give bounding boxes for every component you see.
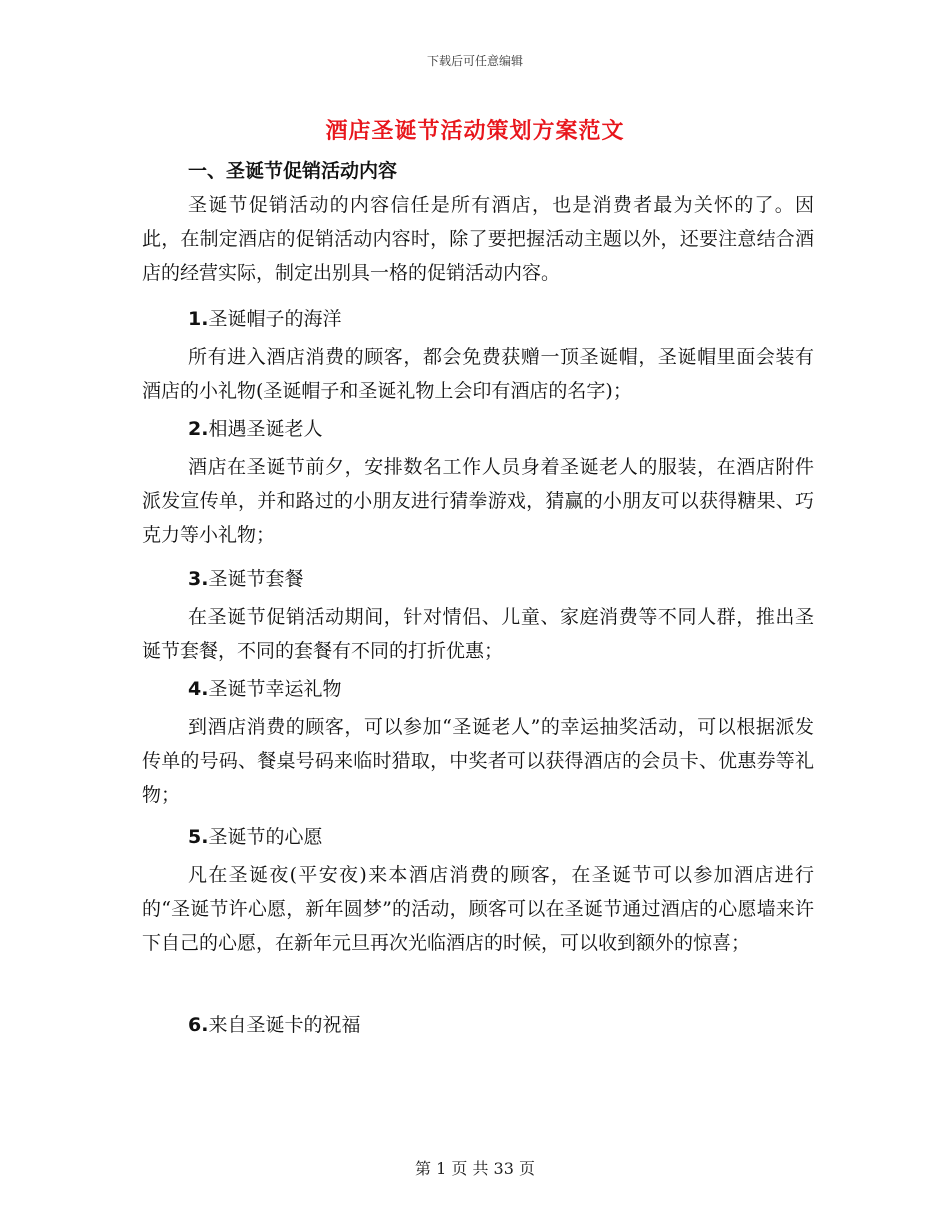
item-number: 6.	[188, 1014, 209, 1036]
item-body-2: 酒店在圣诞节前夕，安排数名工作人员身着圣诞老人的服装，在酒店附件派发宣传单，并和路过的小朋友进行猜拳游戏，猜赢的小朋友可以获得糖果、巧克力等小礼物；	[142, 456, 814, 546]
item-heading-5	[188, 822, 322, 849]
item-number: 5.	[188, 826, 209, 848]
intro-paragraph: 圣诞节促销活动的内容信任是所有酒店，也是消费者最为关怀的了。因此，在制定酒店的促销活动内容时，除了要把握活动主题以外，还要注意结合酒店的经营实际，制定出别具一格的促销活动内容。	[142, 194, 814, 284]
item-title: 圣诞节的心愿	[208, 826, 323, 848]
document-title: 酒店圣诞节活动策划方案范文	[325, 118, 625, 144]
item-heading-2	[188, 414, 322, 441]
item-body-4: 到酒店消费的顾客，可以参加“圣诞老人”的幸运抽奖活动，可以根据派发传单的号码、餐桌号码来临时猎取，中奖者可以获得酒店的会员卡、优惠券等礼物；	[142, 716, 814, 806]
item-heading-4	[188, 674, 341, 701]
item-title: 相遇圣诞老人	[208, 418, 323, 440]
header-note: 下载后可任意编辑	[426, 54, 523, 68]
item-number: 3.	[188, 568, 209, 590]
item-heading-1	[188, 304, 341, 331]
item-number: 4.	[188, 678, 209, 700]
item-title: 圣诞帽子的海洋	[208, 308, 342, 330]
item-body-3: 在圣诞节促销活动期间，针对情侣、儿童、家庭消费等不同人群，推出圣诞节套餐，不同的套餐有不同的打折优惠；	[142, 606, 814, 662]
page-footer: 第 1 页 共 33 页	[415, 1159, 535, 1178]
item-body-5: 凡在圣诞夜(平安夜)来本酒店消费的顾客，在圣诞节可以参加酒店进行的“圣诞节许心愿，新年圆梦”的活动，顾客可以在圣诞节通过酒店的心愿墙来许下自己的心愿，在新年元旦再次光临酒店的时候，可以收到额外的惊喜；	[142, 864, 814, 954]
item-heading-6	[188, 1010, 360, 1037]
section-heading: 一、圣诞节促销活动内容	[188, 160, 398, 182]
item-title: 来自圣诞卡的祝福	[208, 1014, 361, 1036]
item-number: 1.	[188, 308, 209, 330]
item-title: 圣诞节幸运礼物	[208, 678, 342, 700]
item-number: 2.	[188, 418, 209, 440]
item-heading-3	[188, 564, 303, 591]
item-body-1: 所有进入酒店消费的顾客，都会免费获赠一顶圣诞帽，圣诞帽里面会装有酒店的小礼物(圣诞帽子和圣诞礼物上会印有酒店的名字)；	[142, 346, 814, 402]
item-title: 圣诞节套餐	[208, 568, 304, 590]
